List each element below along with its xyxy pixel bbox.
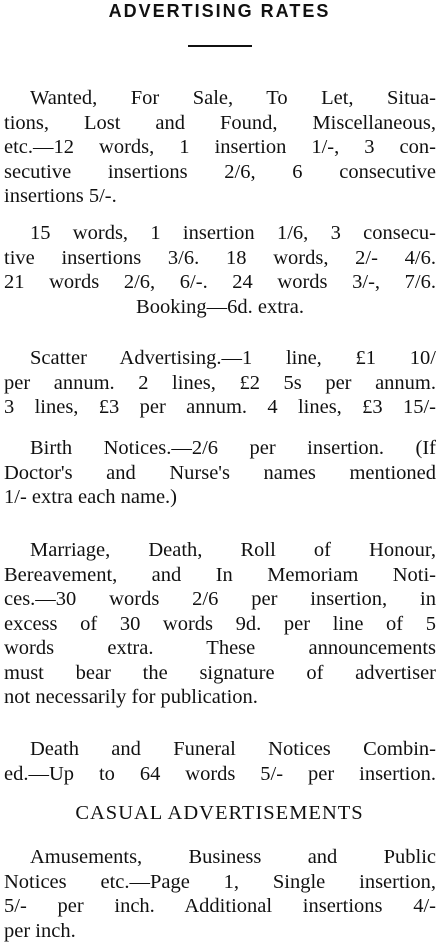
title-divider [188,45,252,47]
text-line: ces.—30 words 2/6 per insertion, in [4,588,436,610]
text-line: Doctor's and Nurse's names mentioned [4,461,436,484]
text-line: Marriage, Death, Roll of Honour, [30,539,436,561]
birth-notices-paragraph [4,436,436,510]
text-line: Booking—6d. extra. [136,295,304,318]
text-line: Amusements, Business and Public [30,846,436,868]
text-line: Scatter Advertising.—1 line, £1 10/ [30,347,436,369]
text-line: Birth Notices.—2/6 per insertion. (If [30,437,436,459]
scatter-advertising-paragraph [4,346,436,420]
marriage-death-notices-paragraph [4,538,436,710]
text-line: 1/- extra each name.) [4,486,178,508]
casual-advertisements-paragraph [4,845,436,943]
funeral-notices-paragraph [4,737,436,786]
text-line: 21 words 2/6, 6/-. 24 words 3/-, 7/6. [4,271,436,293]
text-line: not necessarily for publication. [4,686,258,708]
casual-advertisements-heading: CASUAL ADVERTISEMENTS [75,802,364,824]
text-line: etc.—12 words, 1 insertion 1/-, 3 con- [4,136,436,158]
page-title: ADVERTISING RATES [108,1,331,21]
text-line: tive insertions 3/6. 18 words, 2/- 4/6. [4,246,436,269]
text-line: 15 words, 1 insertion 1/6, 3 consecu- [30,222,436,244]
text-line: Notices etc.—Page 1, Single insertion, [4,870,436,893]
text-line: per annum. 2 lines, £2 5s per annum. [4,371,436,394]
text-line: Wanted, For Sale, To Let, Situa- [30,87,436,109]
text-line: insertions 5/-. [4,185,117,207]
text-line: per inch. [4,919,76,942]
text-line: must bear the signature of advertiser [4,661,436,684]
text-line: Death and Funeral Notices Combin- [30,738,436,760]
text-line: 3 lines, £3 per annum. 4 lines, £3 15/- [4,396,436,418]
text-line: words extra. These announcements [4,637,436,659]
text-line: tions, Lost and Found, Miscellaneous, [4,111,436,134]
text-line: secutive insertions 2/6, 6 consecutive [4,160,436,183]
text-line: Bereavement, and In Memoriam Noti- [4,563,436,586]
classified-rates-paragraph [4,86,436,209]
text-line: ed.—Up to 64 words 5/- per insertion. [4,762,436,785]
classified-extra-rates-paragraph [4,221,436,319]
text-line: excess of 30 words 9d. per line of 5 [4,612,436,635]
text-line: 5/- per inch. Additional insertions 4/- [4,895,436,917]
